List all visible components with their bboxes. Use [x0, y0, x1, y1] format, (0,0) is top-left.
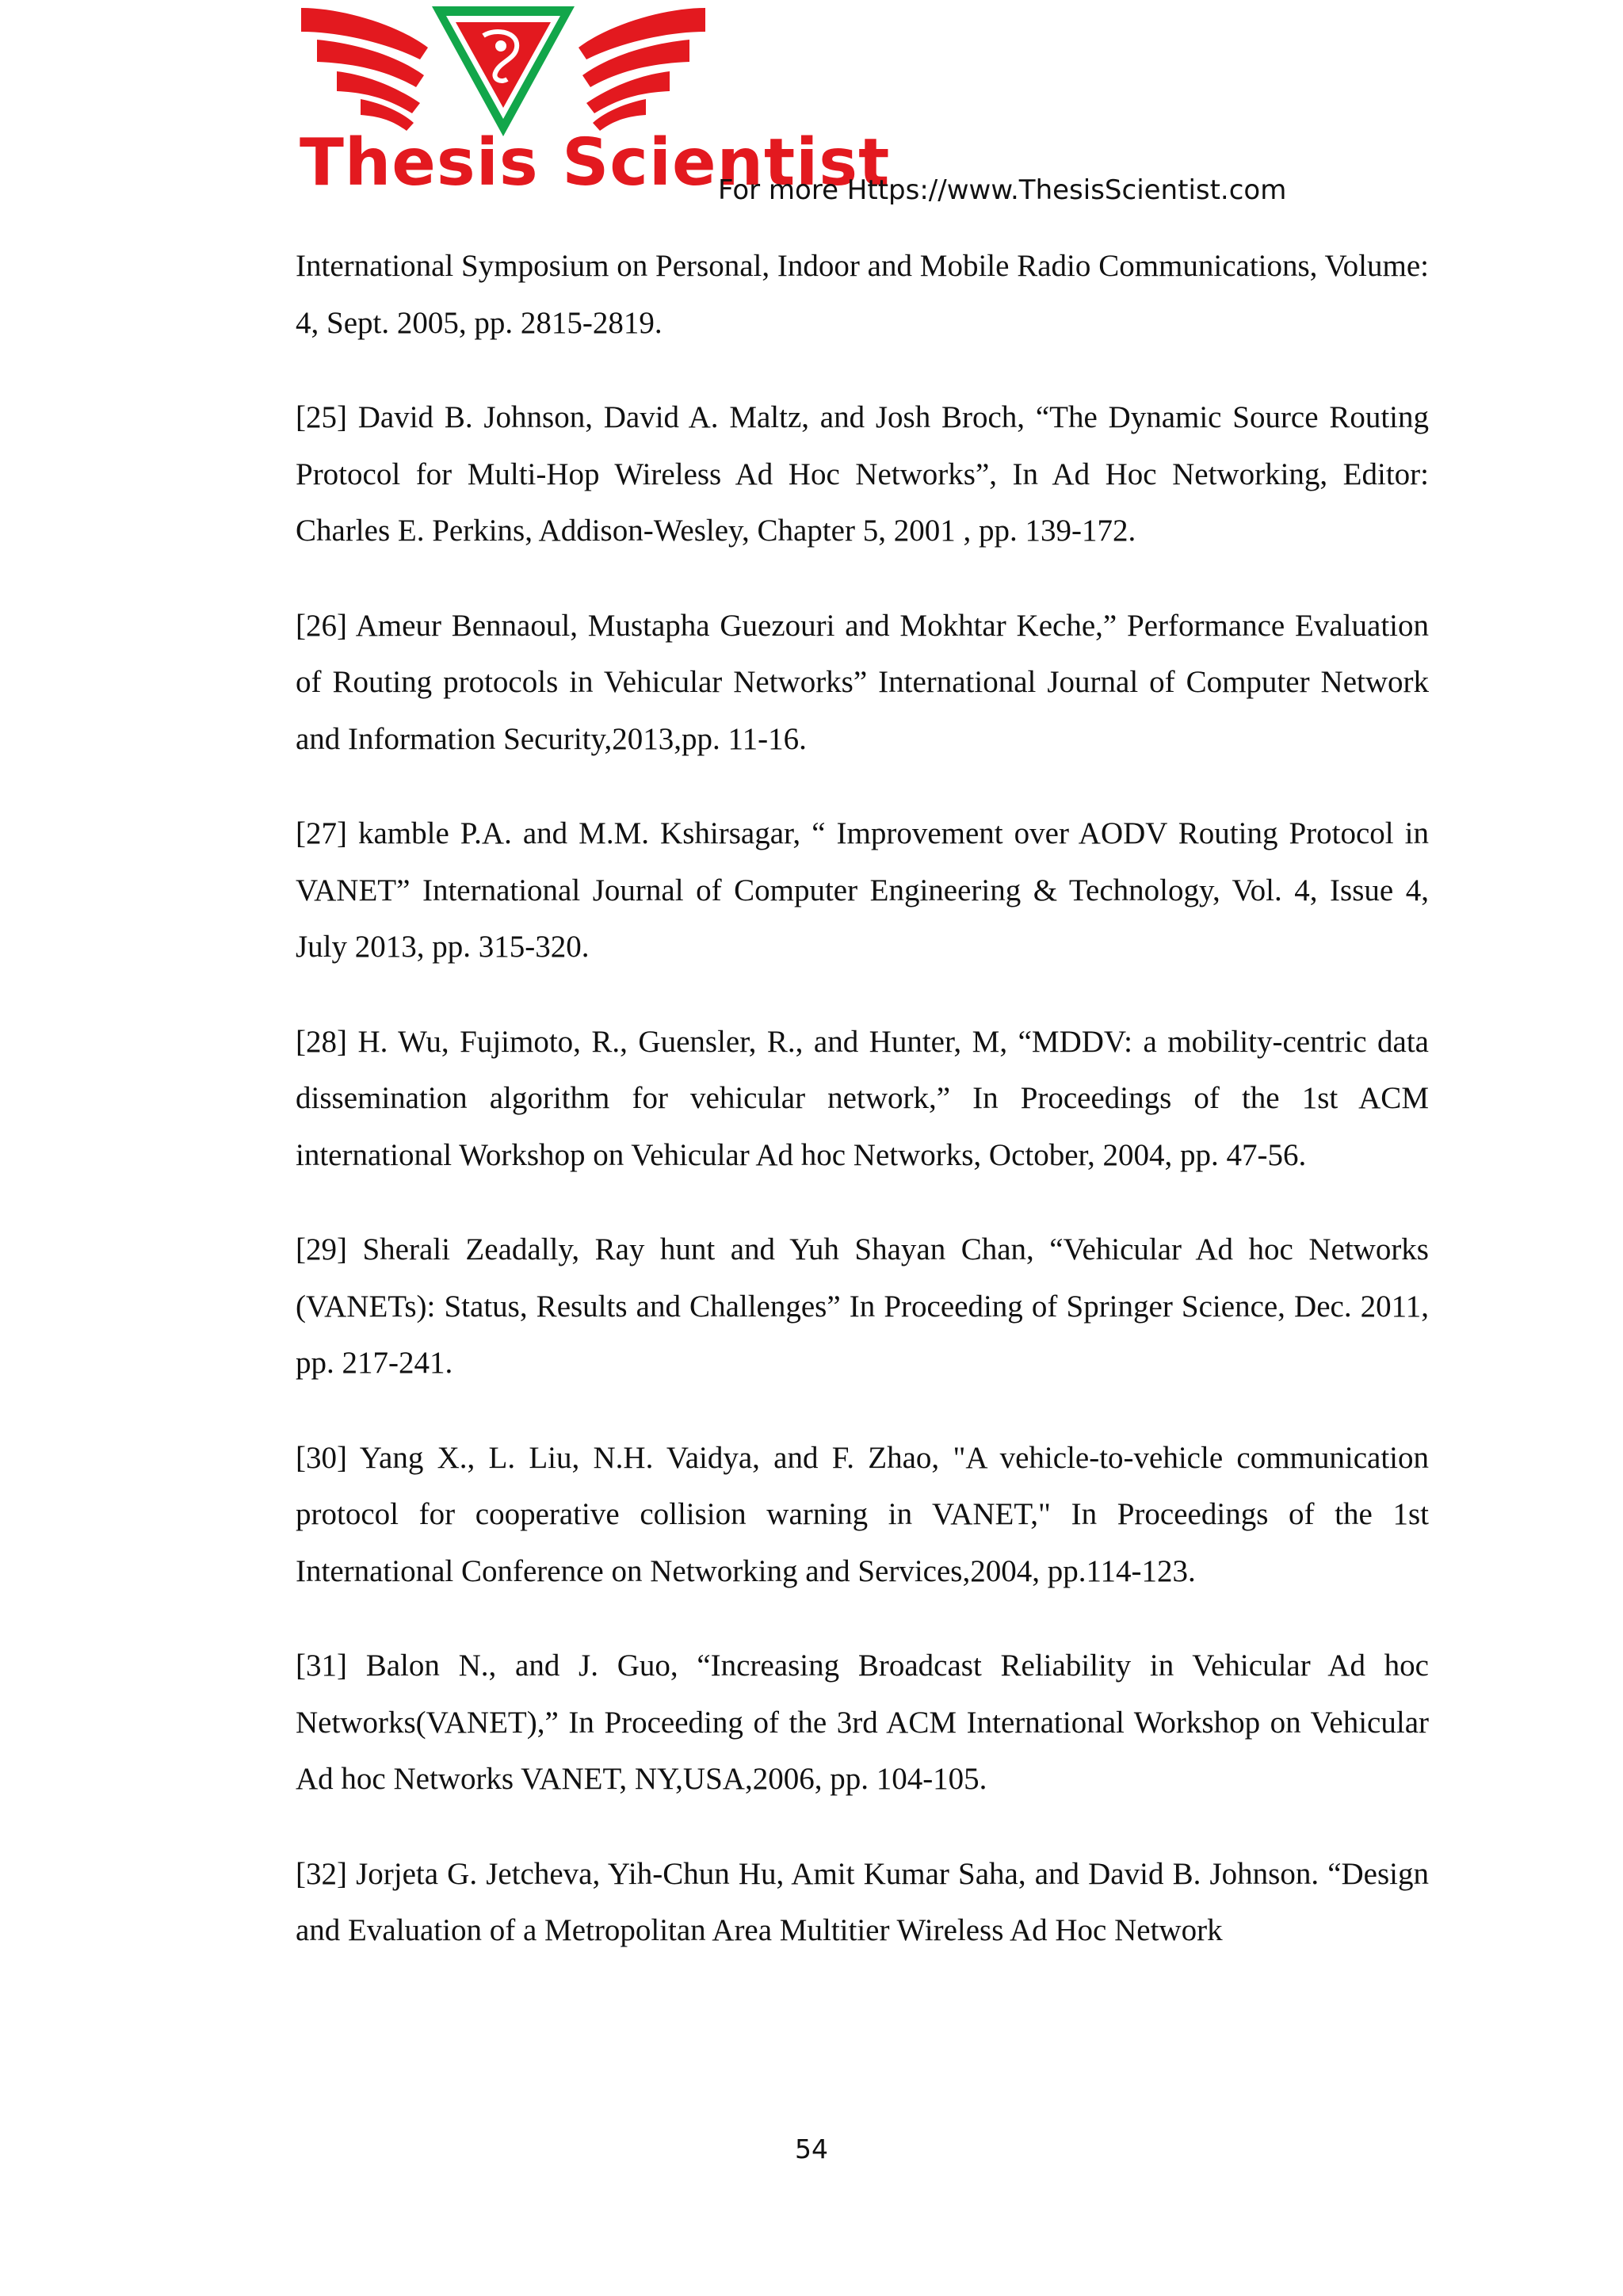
reference-item: [30] Yang X., L. Liu, N.H. Vaidya, and F. Zhao, "A vehicle-to-vehicle communication protocol for cooperative collision warning in VANET," In Proceedings of the 1st International Conference on Networking and Services,2004, pp.114-123. [296, 1440, 1429, 1588]
reference-item: [26] Ameur Bennaoul, Mustapha Guezouri and Mokhtar Keche,” Performance Evaluation of Routing protocols in Vehicular Networks” International Journal of Computer Network and Information Security,2013,pp. 11-16. [296, 608, 1429, 756]
page-header [293, 0, 1323, 214]
reference-item: [28] H. Wu, Fujimoto, R., Guensler, R., and Hunter, M, “MDDV: a mobility-centric data dissemination algorithm for vehicular network,” In Proceedings of the 1st ACM international Workshop on Vehicular Ad hoc Networks, October, 2004, pp. 47-56. [296, 1024, 1429, 1172]
page-number: 54 [795, 2134, 828, 2164]
reference-item: [32] Jorjeta G. Jetcheva, Yih-Chun Hu, Amit Kumar Saha, and David B. Johnson. “Design and Evaluation of a Metropolitan Area Multitier Wireless Ad Hoc Network [296, 1856, 1429, 1947]
reference-item: [31] Balon N., and J. Guo, “Increasing Broadcast Reliability in Vehicular Ad hoc Networks(VANET),” In Proceeding of the 3rd ACM International Workshop on Vehicular Ad hoc Networks VANET, NY,USA,2006, pp. 104-105. [296, 1648, 1429, 1796]
reference-item: [25] David B. Johnson, David A. Maltz, and Josh Broch, “The Dynamic Source Routing Protocol for Multi-Hop Wireless Ad Hoc Networks”, In Ad Hoc Networking, Editor: Charles E. Perkins, Addison-Wesley, Chapter 5, 2001 , pp. 139-172. [296, 400, 1429, 548]
references-list [296, 238, 1429, 1997]
reference-item: [29] Sherali Zeadally, Ray hunt and Yuh Shayan Chan, “Vehicular Ad hoc Networks (VANETs): Status, Results and Challenges” In Proceeding of Springer Science, Dec. 2011, pp. 217-241. [296, 1232, 1429, 1380]
reference-item: International Symposium on Personal, Indoor and Mobile Radio Communications, Volume: 4, Sept. 2005, pp. 2815-2819. [296, 249, 1429, 340]
reference-item: [27] kamble P.A. and M.M. Kshirsagar, “ Improvement over AODV Routing Protocol in VANET” International Journal of Computer Engineering & Technology, Vol. 4, Issue 4, July 2013, pp. 315-320. [296, 816, 1429, 964]
brand-logo-text: Thesis Scientist [300, 125, 891, 201]
website-link[interactable]: For more Https://www.ThesisScientist.com [718, 174, 1287, 206]
winged-triangle-logo-icon [293, 0, 713, 139]
